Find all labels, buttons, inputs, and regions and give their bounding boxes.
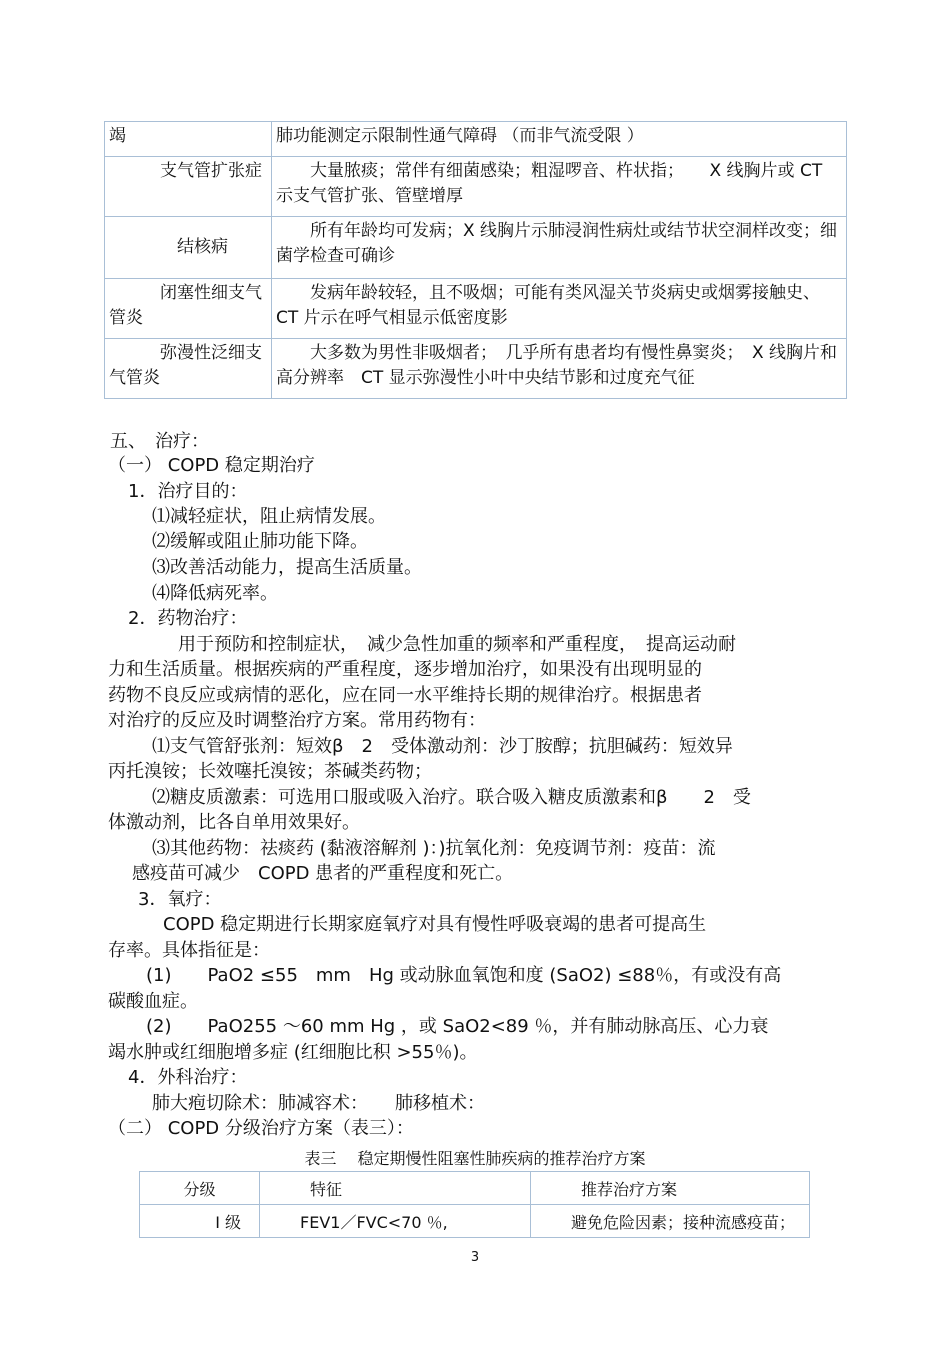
disease-features: 大量脓痰；常伴有细菌感染；粗湿啰音、杵状指； X 线胸片或 CT 示支气管扩张、管壁增厚 [272, 157, 847, 217]
column-header: 分级 [140, 1172, 260, 1205]
text-line: 肺大疱切除术：肺减容术： 肺移植术： [152, 1093, 485, 1114]
table-row [105, 122, 847, 157]
text-line: ⑶其他药物：祛痰药 (黏液溶解剂 )：)抗氧化剂：免疫调节剂：疫苗：流 [152, 838, 716, 859]
table-row [105, 339, 847, 399]
table-header-row [140, 1172, 810, 1205]
text-line: ⑷降低病死率。 [152, 583, 278, 604]
column-header: 推荐治疗方案 [531, 1172, 810, 1205]
text-line: 存率。具体指征是： [108, 940, 270, 961]
table-row [105, 279, 847, 339]
text-line: ⑴减轻症状，阻止病情发展。 [152, 506, 386, 527]
text-line: (1) PaO2 ≤55 mm Hg 或动脉血氧饱和度 (SaO2) ≤88％，有或没有高 [146, 965, 782, 986]
disease-name: 竭 [105, 122, 272, 157]
table-row [140, 1205, 810, 1238]
subsection-heading: （二） COPD 分级治疗方案（表三）： [108, 1118, 414, 1139]
disease-name: 弥漫性泛细支气管炎 [105, 339, 272, 399]
feature-cell: FEV1／FVC<70 ％, [260, 1205, 531, 1238]
column-header: 特征 [260, 1172, 531, 1205]
page-number: 3 [470, 1250, 480, 1265]
disease-name: 闭塞性细支气管炎 [105, 279, 272, 339]
subsection-heading: （一） COPD 稳定期治疗 [108, 455, 315, 476]
table-row [105, 157, 847, 217]
text-line: 感疫苗可减少 COPD 患者的严重程度和死亡。 [132, 863, 514, 884]
table-caption: 表三 稳定期慢性阻塞性肺疾病的推荐治疗方案 [304, 1149, 646, 1168]
disease-features: 发病年龄较轻，且不吸烟；可能有类风湿关节炎病史或烟雾接触史、CT 片示在呼气相显示低密度影 [272, 279, 847, 339]
table-row [105, 217, 847, 279]
text-line: 对治疗的反应及时调整治疗方案。常用药物有： [108, 710, 486, 731]
treatment-plan-table [139, 1171, 810, 1238]
item-heading: 1．治疗目的： [128, 481, 248, 502]
disease-features: 大多数为男性非吸烟者； 几乎所有患者均有慢性鼻窦炎； X 线胸片和高分辨率 CT 显示弥漫性小叶中央结节影和过度充气征 [272, 339, 847, 399]
text-line: 丙托溴铵；长效噻托溴铵；茶碱类药物； [108, 761, 432, 782]
section-heading: 五、 治疗： [110, 431, 209, 452]
text-line: COPD 稳定期进行长期家庭氧疗对具有慢性呼吸衰竭的患者可提高生 [163, 914, 707, 935]
disease-name: 支气管扩张症 [105, 157, 272, 217]
text-line: 体激动剂，比各自单用效果好。 [108, 812, 360, 833]
text-line: ⑵糖皮质激素：可选用口服或吸入治疗。联合吸入糖皮质激素和β 2 受 [152, 787, 751, 808]
item-heading: 3．氧疗： [138, 889, 222, 910]
disease-features: 肺功能测定示限制性通气障碍 （而非气流受限 ） [272, 122, 847, 157]
grade-cell: I 级 [140, 1205, 260, 1238]
text-line: ⑶改善活动能力，提高生活质量。 [152, 557, 422, 578]
text-line: 药物不良反应或病情的恶化，应在同一水平维持长期的规律治疗。根据患者 [108, 685, 702, 706]
text-line: 力和生活质量。根据疾病的严重程度，逐步增加治疗，如果没有出现明显的 [108, 659, 702, 680]
text-line: 碳酸血症。 [108, 991, 198, 1012]
disease-features: 所有年龄均可发病；X 线胸片示肺浸润性病灶或结节状空洞样改变；细菌学检查可确诊 [272, 217, 847, 279]
item-heading: 4．外科治疗： [128, 1067, 248, 1088]
text-line: ⑴支气管舒张剂：短效β 2 受体激动剂：沙丁胺醇；抗胆碱药：短效异 [152, 736, 733, 757]
differential-diagnosis-table [104, 121, 847, 399]
item-heading: 2．药物治疗： [128, 608, 248, 629]
text-line: (2) PaO255 ～60 mm Hg ，或 SaO2<89 ％，并有肺动脉高压、心力衰 [146, 1016, 769, 1037]
treatment-cell: 避免危险因素；接种流感疫苗； [531, 1205, 810, 1238]
disease-name: 结核病 [105, 217, 272, 279]
text-line: 竭水肿或红细胞增多症 (红细胞比积 >55％)。 [108, 1042, 478, 1063]
text-line: 用于预防和控制症状， 减少急性加重的频率和严重程度， 提高运动耐 [178, 634, 736, 655]
text-line: ⑵缓解或阻止肺功能下降。 [152, 531, 368, 552]
